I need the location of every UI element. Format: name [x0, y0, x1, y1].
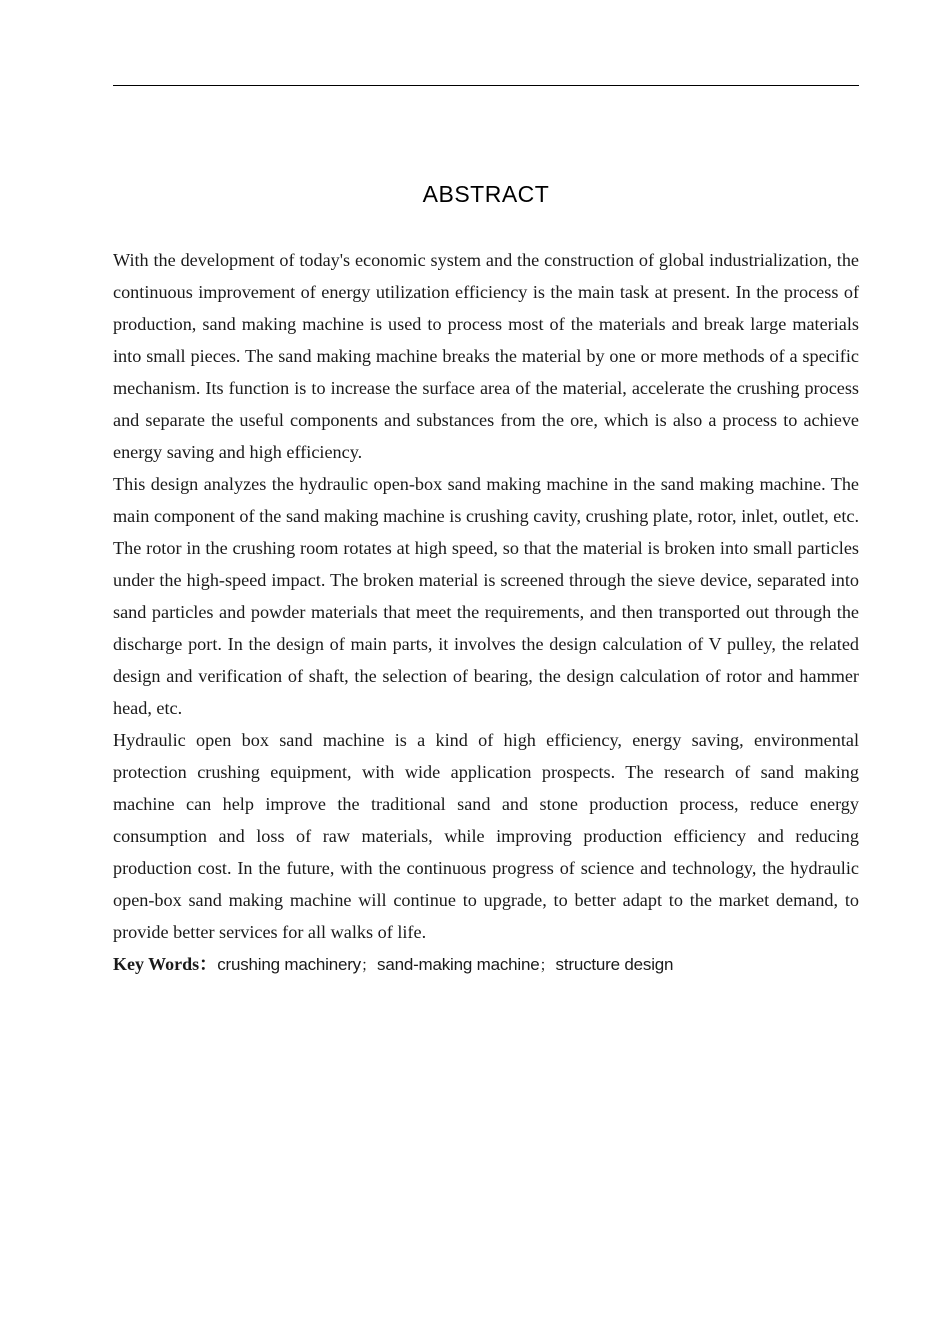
keyword-separator: ； — [539, 956, 555, 974]
keyword-separator: ； — [361, 956, 377, 974]
keyword-item: structure design — [555, 955, 674, 974]
header-rule — [113, 85, 859, 86]
keywords-line — [113, 948, 859, 981]
keyword-item: sand-making machine — [377, 955, 540, 974]
keyword-item: crushing machinery — [217, 955, 361, 974]
abstract-paragraph-2: This design analyzes the hydraulic open-box sand making machine in the sand making machine. The main component of the sand making machine is crushing cavity, crushing plate, rotor, inlet, outlet, etc. The rotor in the crushing room rotates at high speed, so that the material is broken into small particles under the high-speed impact. The broken material is screened through the sieve device, separated into sand particles and powder materials that meet the requirements, and then transported out through the discharge port. In the design of main parts, it involves the design calculation of V pulley, the related design and verification of shaft, the selection of bearing, the design calculation of rotor and hammer head, etc. — [113, 474, 859, 718]
abstract-body — [113, 244, 859, 981]
abstract-paragraph-1: With the development of today's economic system and the construction of global industrialization, the continuous improvement of energy utilization efficiency is the main task at present. In the process of production, sand making machine is used to process most of the materials and break large materials into small pieces. The sand making machine breaks the material by one or more methods of a specific mechanism. Its function is to increase the surface area of the material, accelerate the crushing process and separate the useful components and substances from the ore, which is also a process to achieve energy saving and high efficiency. — [113, 250, 859, 462]
abstract-paragraph-3: Hydraulic open box sand machine is a kind of high efficiency, energy saving, environmental protection crushing equipment, with wide application prospects. The research of sand making machine can help improve the traditional sand and stone production process, reduce energy consumption and loss of raw materials, while improving production efficiency and reducing production cost. In the future, with the continuous progress of science and technology, the hydraulic open-box sand making machine will continue to upgrade, to better adapt to the market demand, to provide better services for all walks of life. — [113, 730, 859, 942]
keywords-label: Key Words： — [113, 954, 218, 974]
abstract-title: ABSTRACT — [422, 181, 550, 207]
